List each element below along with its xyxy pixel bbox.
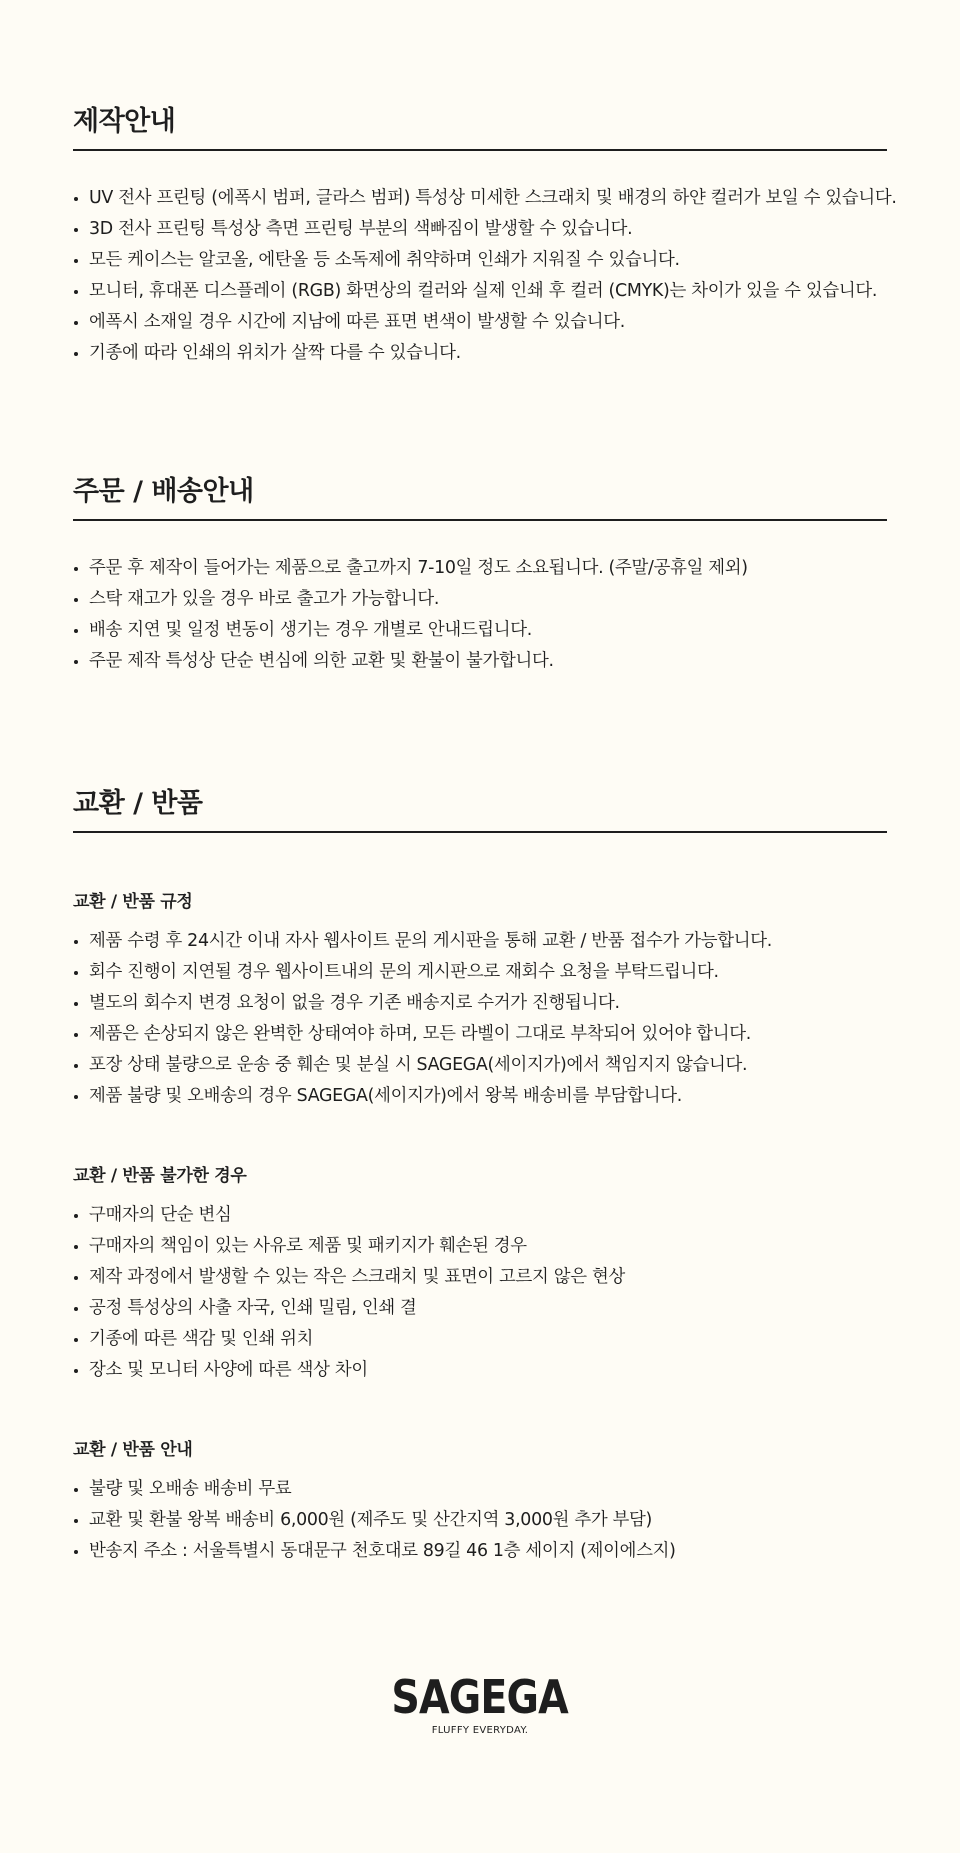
list-item: 주문 후 제작이 들어가는 제품으로 출고까지 7-10일 정도 소요됩니다. (주말/공휴일 제외) — [73, 553, 887, 584]
exchange-title: 교환 / 반품 — [73, 788, 203, 819]
list-item: 교환 및 환불 왕복 배송비 6,000원 (제주도 및 산간지역 3,000원 추가 부담) — [73, 1505, 887, 1536]
order-section — [73, 475, 887, 677]
list-item: 반송지 주소 : 서울특별시 동대문구 천호대로 89길 46 1층 세이지 (제이에스지) — [73, 1536, 887, 1567]
exchange-not-allowed-title: 교환 / 반품 불가한 경우 — [73, 1166, 247, 1186]
exchange-guide-title: 교환 / 반품 안내 — [73, 1440, 193, 1460]
exchange-section — [73, 787, 887, 1567]
order-divider — [73, 519, 887, 521]
list-item: 스탁 재고가 있을 경우 바로 출고가 가능합니다. — [73, 584, 887, 615]
list-item: 제품 불량 및 오배송의 경우 SAGEGA(세이지가)에서 왕복 배송비를 부담합니다. — [73, 1081, 887, 1112]
list-item: 기종에 따른 색감 및 인쇄 위치 — [73, 1324, 887, 1355]
list-item: 제품은 손상되지 않은 완벽한 상태여야 하며, 모든 라벨이 그대로 부착되어 있어야 합니다. — [73, 1019, 887, 1050]
list-item: 3D 전사 프린팅 특성상 측면 프린팅 부분의 색빠짐이 발생할 수 있습니다. — [73, 214, 887, 245]
list-item: 배송 지연 및 일정 변동이 생기는 경우 개별로 안내드립니다. — [73, 615, 887, 646]
production-section — [73, 105, 897, 369]
order-title: 주문 / 배송안내 — [73, 476, 254, 507]
brand-tagline: FLUFFY EVERYDAY. — [431, 1725, 529, 1736]
brand-wordmark: SAGEGA — [391, 1670, 569, 1724]
list-item: 구매자의 단순 변심 — [73, 1200, 887, 1231]
exchange-not-allowed-block — [73, 1162, 887, 1386]
list-item: UV 전사 프린팅 (에폭시 범퍼, 글라스 범퍼) 특성상 미세한 스크래치 및 배경의 하얀 컬러가 보일 수 있습니다. — [73, 183, 887, 214]
list-item: 불량 및 오배송 배송비 무료 — [73, 1474, 887, 1505]
list-item: 에폭시 소재일 경우 시간에 지남에 따른 표면 변색이 발생할 수 있습니다. — [73, 307, 887, 338]
production-divider — [73, 149, 887, 151]
order-list — [73, 553, 887, 677]
exchange-divider — [73, 831, 887, 833]
exchange-rules-block — [73, 888, 887, 1112]
production-list — [73, 183, 897, 369]
list-item: 제작 과정에서 발생할 수 있는 작은 스크래치 및 표면이 고르지 않은 현상 — [73, 1262, 887, 1293]
exchange-not-allowed-list — [73, 1200, 887, 1386]
list-item: 구매자의 책임이 있는 사유로 제품 및 패키지가 훼손된 경우 — [73, 1231, 887, 1262]
list-item: 포장 상태 불량으로 운송 중 훼손 및 분실 시 SAGEGA(세이지가)에서 책임지지 않습니다. — [73, 1050, 887, 1081]
production-title: 제작안내 — [73, 106, 176, 137]
exchange-rules-list — [73, 926, 887, 1112]
exchange-rules-title: 교환 / 반품 규정 — [73, 892, 193, 912]
list-item: 별도의 회수지 변경 요청이 없을 경우 기존 배송지로 수거가 진행됩니다. — [73, 988, 887, 1019]
list-item: 모든 케이스는 알코올, 에탄올 등 소독제에 취약하며 인쇄가 지워질 수 있습니다. — [73, 245, 887, 276]
list-item: 기종에 따라 인쇄의 위치가 살짝 다를 수 있습니다. — [73, 338, 887, 369]
list-item: 회수 진행이 지연될 경우 웹사이트내의 문의 게시판으로 재회수 요청을 부탁드립니다. — [73, 957, 887, 988]
list-item: 제품 수령 후 24시간 이내 자사 웹사이트 문의 게시판을 통해 교환 / 반품 접수가 가능합니다. — [73, 926, 887, 957]
list-item: 장소 및 모니터 사양에 따른 색상 차이 — [73, 1355, 887, 1386]
list-item: 주문 제작 특성상 단순 변심에 의한 교환 및 환불이 불가합니다. — [73, 646, 887, 677]
brand-logo — [0, 1672, 960, 1738]
exchange-guide-list — [73, 1474, 887, 1567]
list-item: 모니터, 휴대폰 디스플레이 (RGB) 화면상의 컬러와 실제 인쇄 후 컬러 (CMYK)는 차이가 있을 수 있습니다. — [73, 276, 887, 307]
exchange-guide-block — [73, 1436, 887, 1567]
list-item: 공정 특성상의 사출 자국, 인쇄 밀림, 인쇄 결 — [73, 1293, 887, 1324]
